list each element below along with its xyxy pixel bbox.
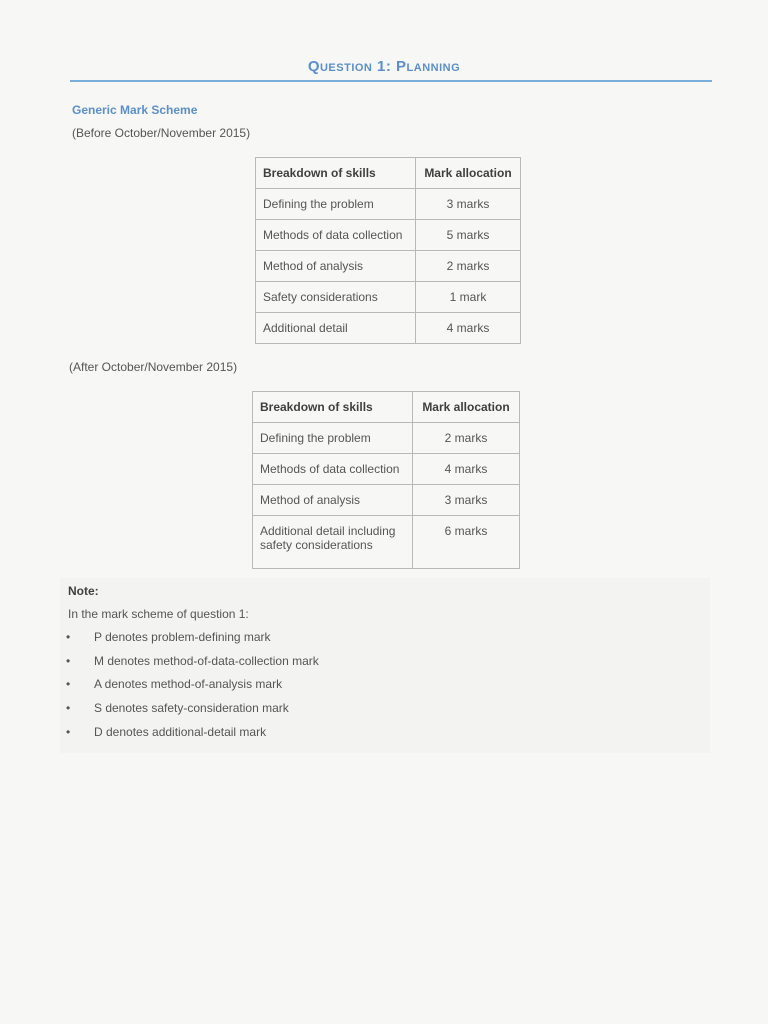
allocation-cell: 3 marks	[413, 485, 520, 516]
column-header-skills: Breakdown of skills	[256, 158, 416, 189]
column-header-allocation: Mark allocation	[416, 158, 521, 189]
allocation-cell: 6 marks	[413, 516, 520, 569]
mark-table-after	[252, 391, 520, 569]
skill-cell: Method of analysis	[256, 251, 416, 282]
table-row	[253, 485, 520, 516]
column-header-skills: Breakdown of skills	[253, 392, 413, 423]
table-row	[256, 282, 521, 313]
list-item-text: P denotes problem-defining mark	[94, 630, 271, 644]
table-row	[256, 251, 521, 282]
note-label: Note:	[68, 584, 99, 598]
page-title: Question 1: Planning	[307, 58, 461, 75]
skill-cell: Safety considerations	[256, 282, 416, 313]
list-item-text: A denotes method-of-analysis mark	[94, 677, 283, 692]
skill-cell: Defining the problem	[256, 189, 416, 220]
after-caption: (After October/November 2015)	[69, 360, 238, 374]
table-row	[256, 220, 521, 251]
mark-table-before	[255, 157, 521, 344]
table-row	[253, 516, 520, 569]
allocation-cell: 1 mark	[416, 282, 521, 313]
skill-cell: Additional detail including safety considerations	[253, 516, 413, 569]
allocation-cell: 5 marks	[416, 220, 521, 251]
section-heading: Generic Mark Scheme	[72, 103, 198, 117]
list-item	[64, 630, 319, 654]
list-item-text: S denotes safety-consideration mark	[94, 701, 289, 716]
title-divider	[70, 80, 712, 82]
allocation-cell: 2 marks	[416, 251, 521, 282]
allocation-cell: 3 marks	[416, 189, 521, 220]
before-caption: (Before October/November 2015)	[72, 126, 251, 140]
table-row	[253, 454, 520, 485]
list-item-text: M denotes method-of-data-collection mark	[94, 653, 319, 668]
list-item-text: D denotes additional-detail mark	[94, 724, 267, 739]
skill-cell: Methods of data collection	[256, 220, 416, 251]
note-list	[64, 630, 319, 748]
bullet-icon: •	[66, 653, 71, 668]
skill-cell: Method of analysis	[253, 485, 413, 516]
list-item	[64, 654, 319, 678]
table-row	[256, 189, 521, 220]
skill-cell: Methods of data collection	[253, 454, 413, 485]
allocation-cell: 4 marks	[416, 313, 521, 344]
table-header-row	[256, 158, 521, 189]
note-intro: In the mark scheme of question 1:	[68, 607, 249, 621]
skill-cell: Additional detail	[256, 313, 416, 344]
skill-cell: Defining the problem	[253, 423, 413, 454]
bullet-icon: •	[66, 724, 71, 739]
list-item	[64, 677, 319, 701]
table-row	[253, 423, 520, 454]
column-header-allocation: Mark allocation	[413, 392, 520, 423]
table-header-row	[253, 392, 520, 423]
bullet-icon: •	[66, 677, 71, 692]
list-item	[64, 701, 319, 725]
bullet-icon: •	[66, 701, 71, 716]
allocation-cell: 4 marks	[413, 454, 520, 485]
bullet-icon: •	[66, 630, 71, 644]
list-item	[64, 725, 319, 749]
table-row	[256, 313, 521, 344]
allocation-cell: 2 marks	[413, 423, 520, 454]
